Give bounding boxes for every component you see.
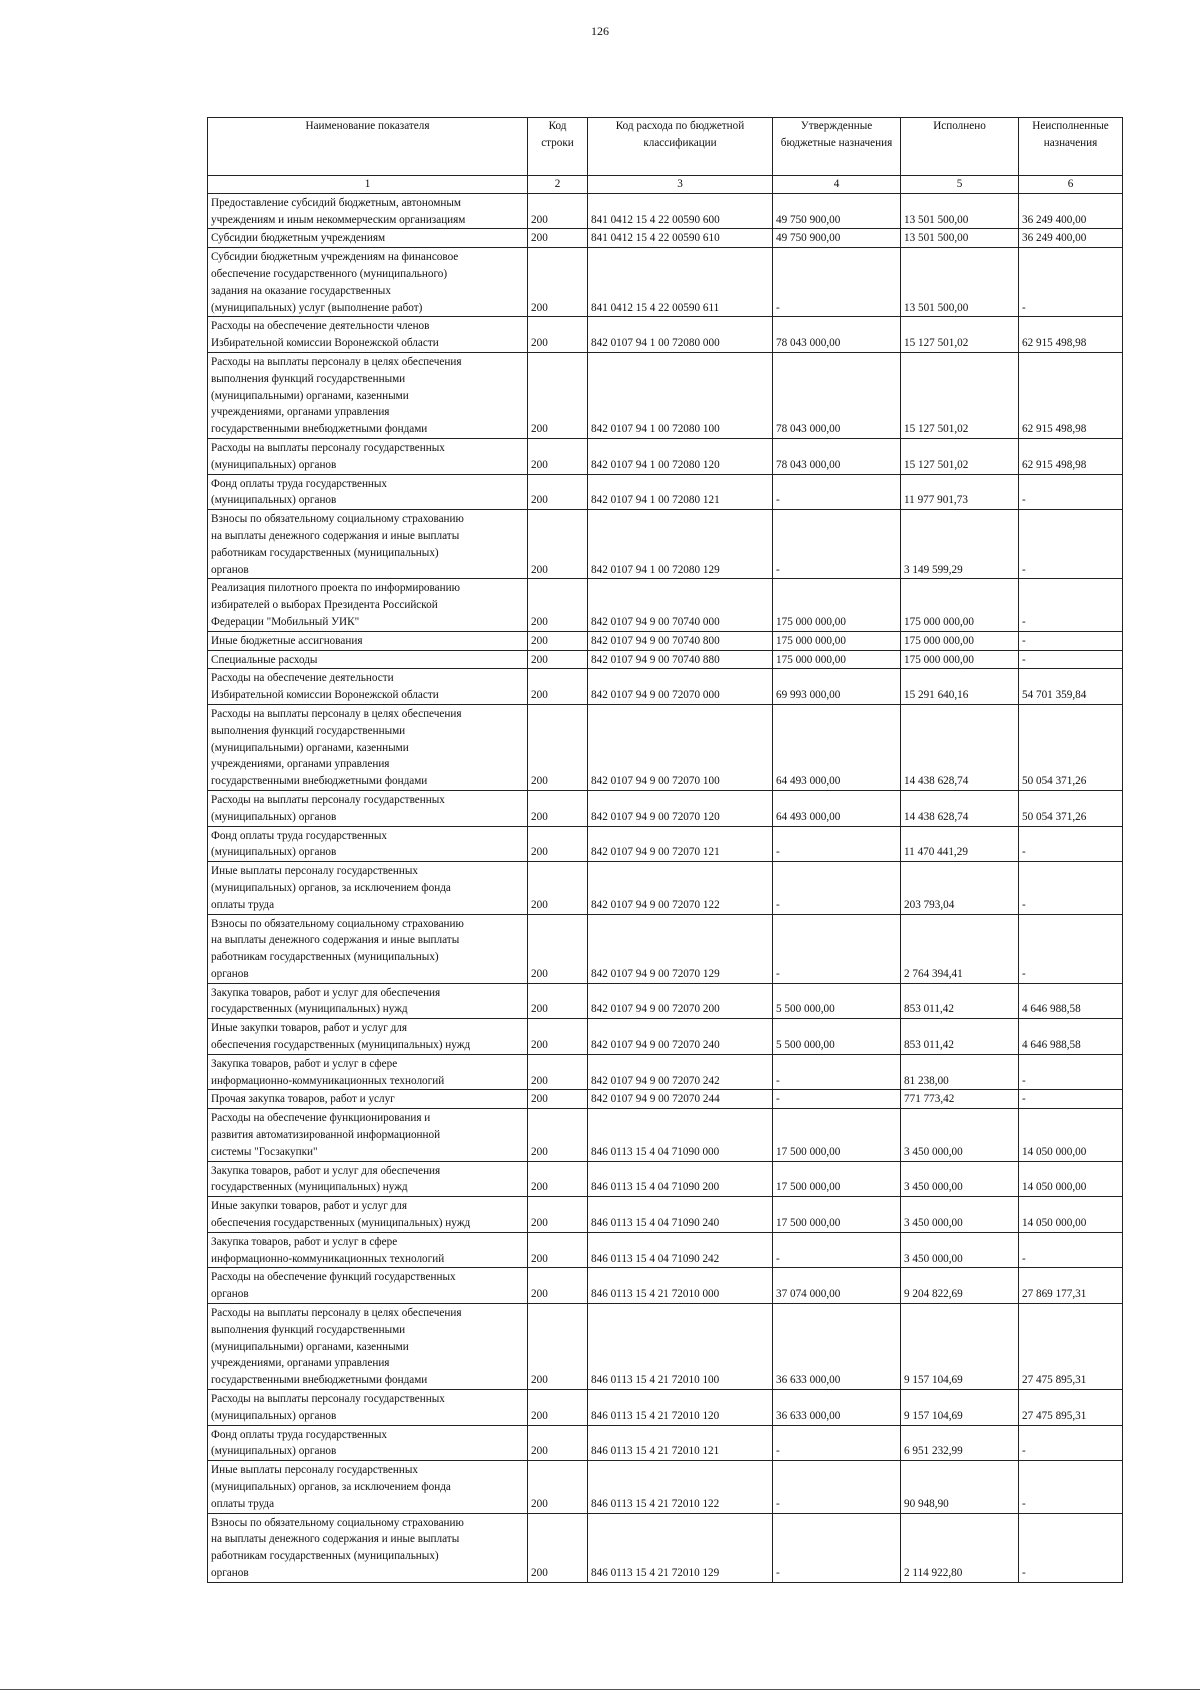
row-indicator-name: Расходы на выплаты персоналу в целях обеспечения выполнения функций государственными (муниципальными) органами, казенными учреждениями, органами управления государственными внебюджетными фондами — [208, 352, 528, 438]
row-executed-amount: 175 000 000,00 — [901, 579, 1019, 631]
row-indicator-name: Закупка товаров, работ и услуг в сфере информационно-коммуникационных технологий — [208, 1054, 528, 1090]
row-expense-code: 846 0113 15 4 21 72010 100 — [588, 1304, 773, 1390]
row-executed-amount: 2 114 922,80 — [901, 1513, 1019, 1582]
row-executed-amount: 2 764 394,41 — [901, 914, 1019, 983]
table-row — [208, 704, 1123, 790]
row-unexecuted-amount: - — [1019, 1513, 1123, 1582]
row-line-code: 200 — [528, 1019, 588, 1055]
row-unexecuted-amount: 62 915 498,98 — [1019, 317, 1123, 353]
row-line-code: 200 — [528, 669, 588, 705]
row-executed-amount: 3 149 599,29 — [901, 510, 1019, 579]
row-indicator-name: Взносы по обязательному социальному страхованию на выплаты денежного содержания и иные выплаты работникам государственных (муниципальных) органов — [208, 1513, 528, 1582]
header-executed: Исполнено — [901, 118, 1019, 176]
row-indicator-name: Закупка товаров, работ и услуг в сфере информационно-коммуникационных технологий — [208, 1232, 528, 1268]
row-approved-amount: 175 000 000,00 — [773, 579, 901, 631]
row-executed-amount: 13 501 500,00 — [901, 229, 1019, 248]
row-line-code: 200 — [528, 1232, 588, 1268]
column-number-row — [208, 176, 1123, 194]
row-expense-code: 842 0107 94 9 00 70740 800 — [588, 631, 773, 650]
table-row — [208, 983, 1123, 1019]
row-approved-amount: - — [773, 1425, 901, 1461]
row-indicator-name: Расходы на обеспечение деятельности членов Избирательной комиссии Воронежской области — [208, 317, 528, 353]
row-expense-code: 841 0412 15 4 22 00590 611 — [588, 248, 773, 317]
column-number: 5 — [901, 176, 1019, 194]
header-expense-code: Код расхода по бюджетной классификации — [588, 118, 773, 176]
row-line-code: 200 — [528, 229, 588, 248]
table-row — [208, 1019, 1123, 1055]
row-indicator-name: Фонд оплаты труда государственных (муниципальных) органов — [208, 1425, 528, 1461]
row-unexecuted-amount: - — [1019, 248, 1123, 317]
row-unexecuted-amount: 4 646 988,58 — [1019, 1019, 1123, 1055]
row-executed-amount: 9 204 822,69 — [901, 1268, 1019, 1304]
row-expense-code: 842 0107 94 9 00 70740 880 — [588, 650, 773, 669]
row-line-code: 200 — [528, 983, 588, 1019]
row-indicator-name: Расходы на обеспечение функционирования и развития автоматизированной информационной системы "Госзакупки" — [208, 1109, 528, 1161]
row-unexecuted-amount: - — [1019, 1090, 1123, 1109]
row-indicator-name: Взносы по обязательному социальному страхованию на выплаты денежного содержания и иные выплаты работникам государственных (муниципальных) органов — [208, 914, 528, 983]
row-expense-code: 842 0107 94 9 00 72070 129 — [588, 914, 773, 983]
row-unexecuted-amount: - — [1019, 650, 1123, 669]
row-approved-amount: 5 500 000,00 — [773, 983, 901, 1019]
row-line-code: 200 — [528, 1054, 588, 1090]
row-executed-amount: 203 793,04 — [901, 862, 1019, 914]
row-executed-amount: 14 438 628,74 — [901, 790, 1019, 826]
row-unexecuted-amount: - — [1019, 826, 1123, 862]
table-row — [208, 1425, 1123, 1461]
table-row — [208, 1461, 1123, 1513]
table-row — [208, 510, 1123, 579]
row-unexecuted-amount: - — [1019, 1232, 1123, 1268]
row-expense-code: 846 0113 15 4 04 71090 000 — [588, 1109, 773, 1161]
row-executed-amount: 175 000 000,00 — [901, 631, 1019, 650]
column-number: 1 — [208, 176, 528, 194]
row-expense-code: 842 0107 94 9 00 72070 200 — [588, 983, 773, 1019]
row-approved-amount: 5 500 000,00 — [773, 1019, 901, 1055]
row-expense-code: 842 0107 94 1 00 72080 120 — [588, 438, 773, 474]
row-unexecuted-amount: 14 050 000,00 — [1019, 1197, 1123, 1233]
page-bottom-rule — [0, 1689, 1200, 1690]
row-line-code: 200 — [528, 352, 588, 438]
row-executed-amount: 3 450 000,00 — [901, 1197, 1019, 1233]
row-expense-code: 846 0113 15 4 21 72010 121 — [588, 1425, 773, 1461]
row-indicator-name: Закупка товаров, работ и услуг для обеспечения государственных (муниципальных) нужд — [208, 983, 528, 1019]
table-row — [208, 193, 1123, 229]
column-number: 2 — [528, 176, 588, 194]
row-approved-amount: 64 493 000,00 — [773, 790, 901, 826]
row-line-code: 200 — [528, 1268, 588, 1304]
table-row — [208, 1197, 1123, 1233]
row-unexecuted-amount: - — [1019, 1425, 1123, 1461]
row-expense-code: 842 0107 94 9 00 72070 122 — [588, 862, 773, 914]
row-indicator-name: Предоставление субсидий бюджетным, автономным учреждениям и иным некоммерческим организациям — [208, 193, 528, 229]
row-executed-amount: 6 951 232,99 — [901, 1425, 1019, 1461]
row-line-code: 200 — [528, 790, 588, 826]
row-approved-amount: - — [773, 248, 901, 317]
row-indicator-name: Закупка товаров, работ и услуг для обеспечения государственных (муниципальных) нужд — [208, 1161, 528, 1197]
row-unexecuted-amount: 27 475 895,31 — [1019, 1304, 1123, 1390]
column-number: 6 — [1019, 176, 1123, 194]
table-row — [208, 229, 1123, 248]
row-approved-amount: 49 750 900,00 — [773, 229, 901, 248]
column-number: 4 — [773, 176, 901, 194]
row-executed-amount: 13 501 500,00 — [901, 193, 1019, 229]
row-line-code: 200 — [528, 1390, 588, 1426]
budget-execution-table — [207, 117, 1123, 1583]
row-expense-code: 842 0107 94 9 00 72070 244 — [588, 1090, 773, 1109]
row-line-code: 200 — [528, 914, 588, 983]
table-row — [208, 631, 1123, 650]
row-unexecuted-amount: 50 054 371,26 — [1019, 704, 1123, 790]
row-executed-amount: 81 238,00 — [901, 1054, 1019, 1090]
row-expense-code: 846 0113 15 4 21 72010 122 — [588, 1461, 773, 1513]
row-line-code: 200 — [528, 1197, 588, 1233]
row-unexecuted-amount: 62 915 498,98 — [1019, 352, 1123, 438]
row-approved-amount: 64 493 000,00 — [773, 704, 901, 790]
row-indicator-name: Иные закупки товаров, работ и услуг для обеспечения государственных (муниципальных) нужд — [208, 1019, 528, 1055]
row-expense-code: 842 0107 94 1 00 72080 000 — [588, 317, 773, 353]
row-approved-amount: 78 043 000,00 — [773, 317, 901, 353]
table-body — [208, 193, 1123, 1582]
row-approved-amount: 175 000 000,00 — [773, 650, 901, 669]
row-approved-amount: - — [773, 510, 901, 579]
row-expense-code: 846 0113 15 4 21 72010 120 — [588, 1390, 773, 1426]
row-approved-amount: 69 993 000,00 — [773, 669, 901, 705]
row-indicator-name: Фонд оплаты труда государственных (муниципальных) органов — [208, 474, 528, 510]
row-approved-amount: - — [773, 1090, 901, 1109]
row-approved-amount: 36 633 000,00 — [773, 1390, 901, 1426]
row-expense-code: 841 0412 15 4 22 00590 600 — [588, 193, 773, 229]
row-line-code: 200 — [528, 1425, 588, 1461]
row-line-code: 200 — [528, 510, 588, 579]
row-executed-amount: 3 450 000,00 — [901, 1161, 1019, 1197]
table-row — [208, 438, 1123, 474]
row-expense-code: 846 0113 15 4 21 72010 129 — [588, 1513, 773, 1582]
row-line-code: 200 — [528, 579, 588, 631]
row-expense-code: 841 0412 15 4 22 00590 610 — [588, 229, 773, 248]
row-expense-code: 842 0107 94 9 00 72070 100 — [588, 704, 773, 790]
row-executed-amount: 14 438 628,74 — [901, 704, 1019, 790]
row-indicator-name: Расходы на выплаты персоналу в целях обеспечения выполнения функций государственными (муниципальными) органами, казенными учреждениями, органами управления государственными внебюджетными фондами — [208, 704, 528, 790]
row-expense-code: 842 0107 94 9 00 72070 242 — [588, 1054, 773, 1090]
row-unexecuted-amount: - — [1019, 862, 1123, 914]
row-unexecuted-amount: - — [1019, 579, 1123, 631]
row-expense-code: 846 0113 15 4 04 71090 200 — [588, 1161, 773, 1197]
row-executed-amount: 9 157 104,69 — [901, 1304, 1019, 1390]
row-unexecuted-amount: 62 915 498,98 — [1019, 438, 1123, 474]
row-executed-amount: 15 127 501,02 — [901, 352, 1019, 438]
table-row — [208, 474, 1123, 510]
row-indicator-name: Расходы на обеспечение деятельности Избирательной комиссии Воронежской области — [208, 669, 528, 705]
row-approved-amount: - — [773, 914, 901, 983]
row-line-code: 200 — [528, 1304, 588, 1390]
header-indicator-name: Наименование показателя — [208, 118, 528, 176]
row-unexecuted-amount: - — [1019, 914, 1123, 983]
row-expense-code: 846 0113 15 4 04 71090 240 — [588, 1197, 773, 1233]
row-indicator-name: Фонд оплаты труда государственных (муниципальных) органов — [208, 826, 528, 862]
row-expense-code: 842 0107 94 1 00 72080 121 — [588, 474, 773, 510]
row-approved-amount: 37 074 000,00 — [773, 1268, 901, 1304]
row-unexecuted-amount: - — [1019, 631, 1123, 650]
table-row — [208, 1232, 1123, 1268]
row-line-code: 200 — [528, 826, 588, 862]
row-line-code: 200 — [528, 650, 588, 669]
row-expense-code: 842 0107 94 9 00 72070 000 — [588, 669, 773, 705]
row-indicator-name: Взносы по обязательному социальному страхованию на выплаты денежного содержания и иные выплаты работникам государственных (муниципальных) органов — [208, 510, 528, 579]
row-executed-amount: 771 773,42 — [901, 1090, 1019, 1109]
table-row — [208, 352, 1123, 438]
header-line-code: Код строки — [528, 118, 588, 176]
row-expense-code: 842 0107 94 9 00 72070 121 — [588, 826, 773, 862]
row-executed-amount: 175 000 000,00 — [901, 650, 1019, 669]
table-row — [208, 1054, 1123, 1090]
row-expense-code: 842 0107 94 1 00 72080 100 — [588, 352, 773, 438]
row-unexecuted-amount: 36 249 400,00 — [1019, 229, 1123, 248]
row-line-code: 200 — [528, 631, 588, 650]
row-line-code: 200 — [528, 862, 588, 914]
row-approved-amount: 49 750 900,00 — [773, 193, 901, 229]
row-executed-amount: 11 977 901,73 — [901, 474, 1019, 510]
row-line-code: 200 — [528, 248, 588, 317]
row-approved-amount: - — [773, 1513, 901, 1582]
row-indicator-name: Иные закупки товаров, работ и услуг для обеспечения государственных (муниципальных) нужд — [208, 1197, 528, 1233]
page-number: 126 — [591, 24, 609, 38]
table-row — [208, 826, 1123, 862]
table-row — [208, 317, 1123, 353]
row-indicator-name: Расходы на обеспечение функций государственных органов — [208, 1268, 528, 1304]
row-indicator-name: Иные выплаты персоналу государственных (муниципальных) органов, за исключением фонда оплаты труда — [208, 862, 528, 914]
row-indicator-name: Специальные расходы — [208, 650, 528, 669]
row-unexecuted-amount: 54 701 359,84 — [1019, 669, 1123, 705]
row-executed-amount: 3 450 000,00 — [901, 1109, 1019, 1161]
row-unexecuted-amount: - — [1019, 510, 1123, 579]
table-row — [208, 1304, 1123, 1390]
table-row — [208, 650, 1123, 669]
row-indicator-name: Расходы на выплаты персоналу в целях обеспечения выполнения функций государственными (муниципальными) органами, казенными учреждениями, органами управления государственными внебюджетными фондами — [208, 1304, 528, 1390]
row-approved-amount: 78 043 000,00 — [773, 438, 901, 474]
row-indicator-name: Расходы на выплаты персоналу государственных (муниципальных) органов — [208, 790, 528, 826]
row-approved-amount: 36 633 000,00 — [773, 1304, 901, 1390]
header-unexecuted: Неисполненные назначения — [1019, 118, 1123, 176]
row-indicator-name: Субсидии бюджетным учреждениям — [208, 229, 528, 248]
row-approved-amount: - — [773, 1054, 901, 1090]
row-unexecuted-amount: 27 869 177,31 — [1019, 1268, 1123, 1304]
row-approved-amount: - — [773, 1461, 901, 1513]
row-approved-amount: 17 500 000,00 — [773, 1109, 901, 1161]
row-unexecuted-amount: 14 050 000,00 — [1019, 1161, 1123, 1197]
row-indicator-name: Реализация пилотного проекта по информированию избирателей о выборах Президента Российской Федерации "Мобильный УИК" — [208, 579, 528, 631]
row-executed-amount: 90 948,90 — [901, 1461, 1019, 1513]
row-line-code: 200 — [528, 474, 588, 510]
row-indicator-name: Иные бюджетные ассигнования — [208, 631, 528, 650]
row-expense-code: 842 0107 94 9 00 70740 000 — [588, 579, 773, 631]
row-line-code: 200 — [528, 1109, 588, 1161]
row-approved-amount: - — [773, 862, 901, 914]
table-row — [208, 914, 1123, 983]
row-expense-code: 842 0107 94 9 00 72070 120 — [588, 790, 773, 826]
row-executed-amount: 15 127 501,02 — [901, 438, 1019, 474]
row-line-code: 200 — [528, 1090, 588, 1109]
table-row — [208, 1513, 1123, 1582]
row-indicator-name: Расходы на выплаты персоналу государственных (муниципальных) органов — [208, 438, 528, 474]
row-executed-amount: 15 291 640,16 — [901, 669, 1019, 705]
row-unexecuted-amount: - — [1019, 1054, 1123, 1090]
table-row — [208, 1090, 1123, 1109]
row-expense-code: 846 0113 15 4 04 71090 242 — [588, 1232, 773, 1268]
row-unexecuted-amount: - — [1019, 1461, 1123, 1513]
row-approved-amount: - — [773, 474, 901, 510]
row-executed-amount: 9 157 104,69 — [901, 1390, 1019, 1426]
row-executed-amount: 15 127 501,02 — [901, 317, 1019, 353]
table-row — [208, 1109, 1123, 1161]
row-unexecuted-amount: 14 050 000,00 — [1019, 1109, 1123, 1161]
table-row — [208, 862, 1123, 914]
row-line-code: 200 — [528, 317, 588, 353]
table-row — [208, 1390, 1123, 1426]
row-expense-code: 846 0113 15 4 21 72010 000 — [588, 1268, 773, 1304]
row-approved-amount: 175 000 000,00 — [773, 631, 901, 650]
row-line-code: 200 — [528, 1461, 588, 1513]
table-row — [208, 248, 1123, 317]
row-indicator-name: Иные выплаты персоналу государственных (муниципальных) органов, за исключением фонда оплаты труда — [208, 1461, 528, 1513]
row-executed-amount: 13 501 500,00 — [901, 248, 1019, 317]
header-approved: Утвержденные бюджетные назначения — [773, 118, 901, 176]
row-indicator-name: Прочая закупка товаров, работ и услуг — [208, 1090, 528, 1109]
table-header-row — [208, 118, 1123, 176]
table-row — [208, 669, 1123, 705]
row-indicator-name: Расходы на выплаты персоналу государственных (муниципальных) органов — [208, 1390, 528, 1426]
row-unexecuted-amount: 36 249 400,00 — [1019, 193, 1123, 229]
row-executed-amount: 11 470 441,29 — [901, 826, 1019, 862]
table-row — [208, 579, 1123, 631]
row-approved-amount: 17 500 000,00 — [773, 1161, 901, 1197]
row-expense-code: 842 0107 94 1 00 72080 129 — [588, 510, 773, 579]
row-expense-code: 842 0107 94 9 00 72070 240 — [588, 1019, 773, 1055]
row-indicator-name: Субсидии бюджетным учреждениям на финансовое обеспечение государственного (муниципального) задания на оказание государственных (муниципальных) услуг (выполнение работ) — [208, 248, 528, 317]
row-unexecuted-amount: - — [1019, 474, 1123, 510]
table-row — [208, 1268, 1123, 1304]
row-executed-amount: 853 011,42 — [901, 1019, 1019, 1055]
row-unexecuted-amount: 50 054 371,26 — [1019, 790, 1123, 826]
row-approved-amount: 78 043 000,00 — [773, 352, 901, 438]
row-executed-amount: 3 450 000,00 — [901, 1232, 1019, 1268]
row-approved-amount: 17 500 000,00 — [773, 1197, 901, 1233]
row-line-code: 200 — [528, 1513, 588, 1582]
row-line-code: 200 — [528, 704, 588, 790]
row-approved-amount: - — [773, 826, 901, 862]
column-number: 3 — [588, 176, 773, 194]
row-line-code: 200 — [528, 193, 588, 229]
row-line-code: 200 — [528, 1161, 588, 1197]
table-row — [208, 1161, 1123, 1197]
table-row — [208, 790, 1123, 826]
row-approved-amount: - — [773, 1232, 901, 1268]
row-unexecuted-amount: 4 646 988,58 — [1019, 983, 1123, 1019]
row-line-code: 200 — [528, 438, 588, 474]
row-executed-amount: 853 011,42 — [901, 983, 1019, 1019]
row-unexecuted-amount: 27 475 895,31 — [1019, 1390, 1123, 1426]
